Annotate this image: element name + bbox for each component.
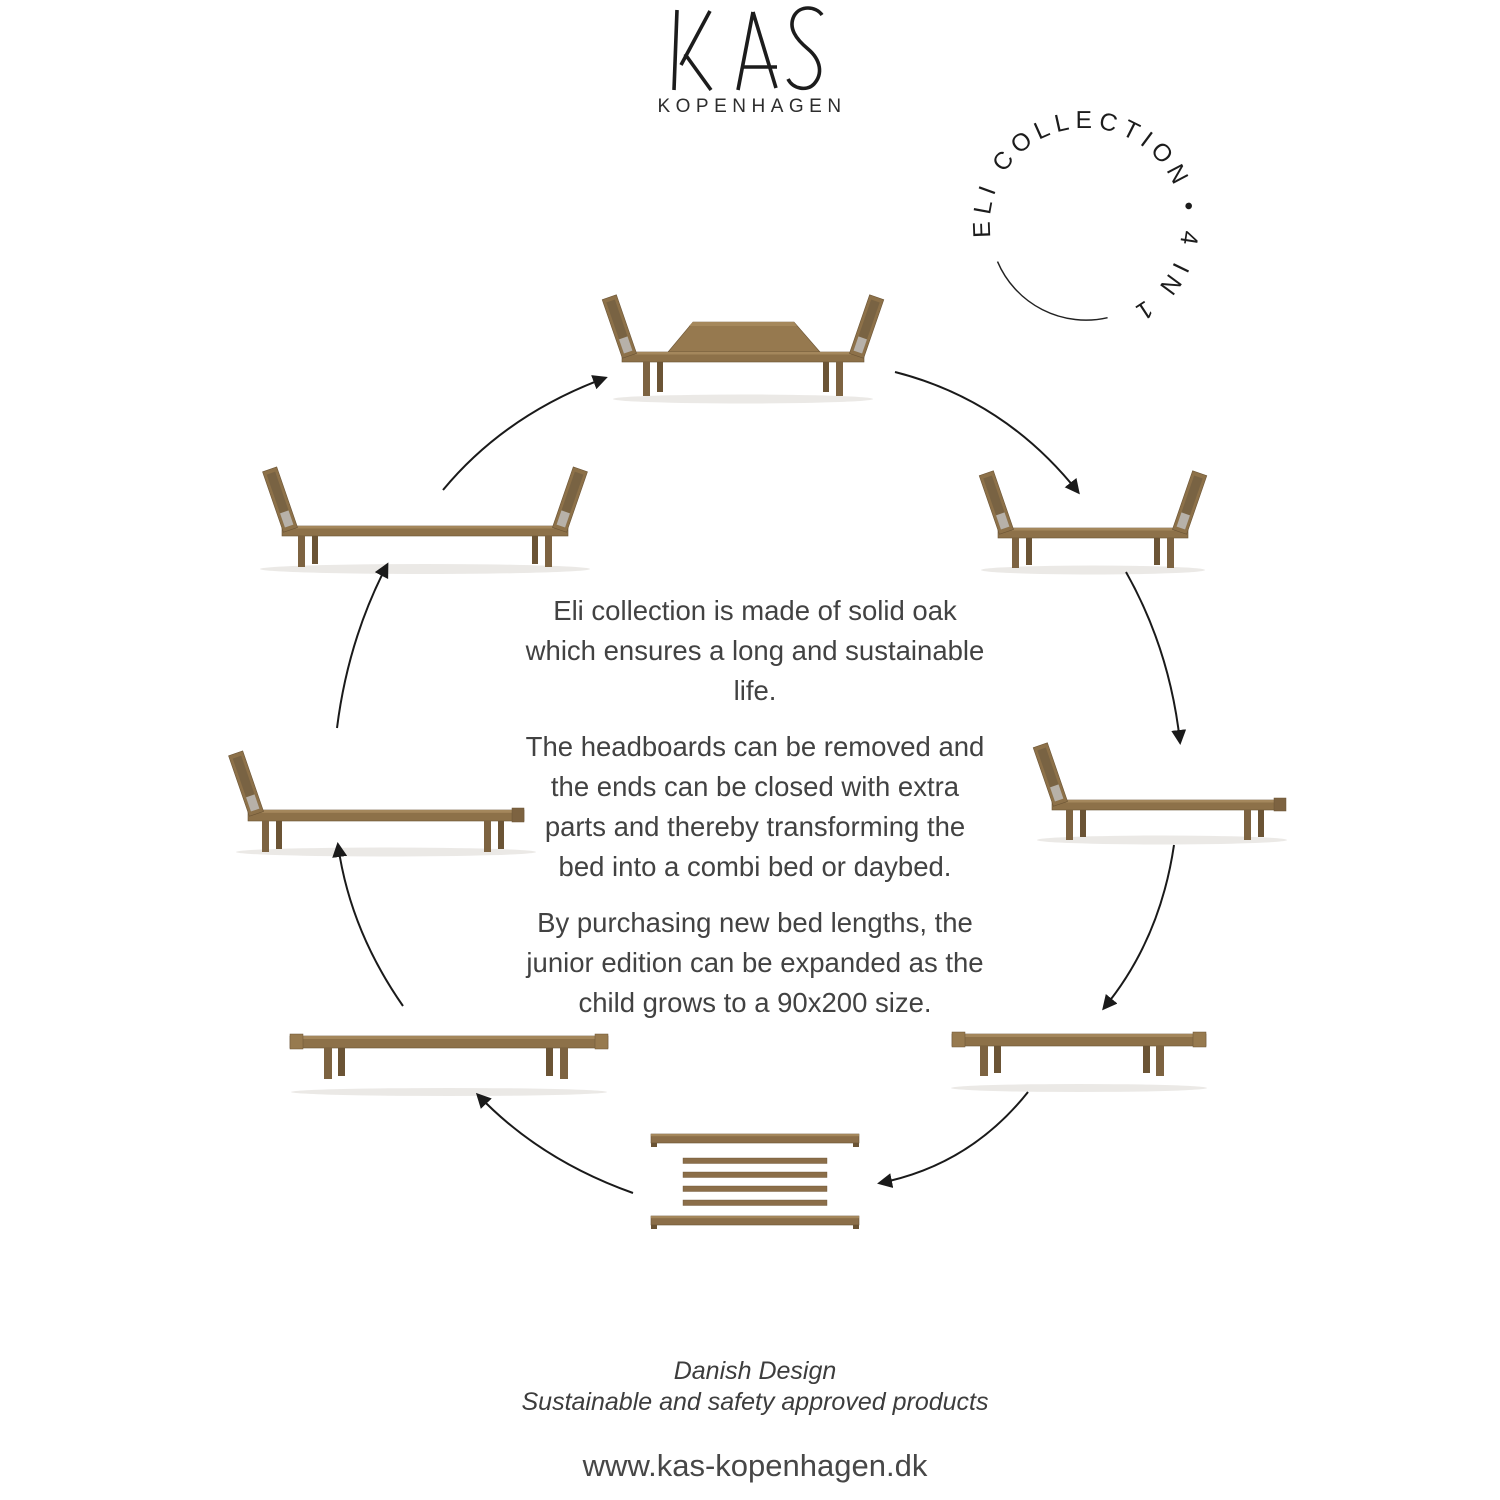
description-text [523,591,987,1039]
description-paragraph-1: Eli collection is made of solid oak which ensures a long and sustainable life. [525,595,985,706]
footer-line-1: Danish Design [673,1357,837,1385]
arrow-rightbottom-to-parts [880,1092,1028,1183]
arrow-righttop-to-rightmiddle [1126,572,1180,742]
website-url: www.kas-kopenhagen.dk [582,1448,928,1483]
arrow-leftmiddle-to-lefttop [337,565,387,728]
description-paragraph-2: The headboards can be removed and the ends can be closed with extra parts and thereby transforming the bed into a combi bed or daybed. [525,731,985,882]
description-paragraph-3: By purchasing new bed lengths, the junior edition can be expanded as the child grows to a 90x200 size. [526,907,984,1018]
logo-subtitle: KOPENHAGEN [657,96,847,117]
badge-label: ELI COLLECTION • 4 IN 1 [968,106,1204,327]
arrow-top-to-righttop [895,372,1078,492]
arrow-parts-to-leftbottom [478,1095,633,1193]
arrow-rightmiddle-to-rightbottom [1104,845,1174,1008]
footer-tagline [400,1356,1110,1418]
footer-line-2: Sustainable and safety approved products [521,1388,989,1416]
arrow-leftbottom-to-leftmiddle [338,845,403,1006]
arrow-lefttop-to-top [443,378,605,490]
